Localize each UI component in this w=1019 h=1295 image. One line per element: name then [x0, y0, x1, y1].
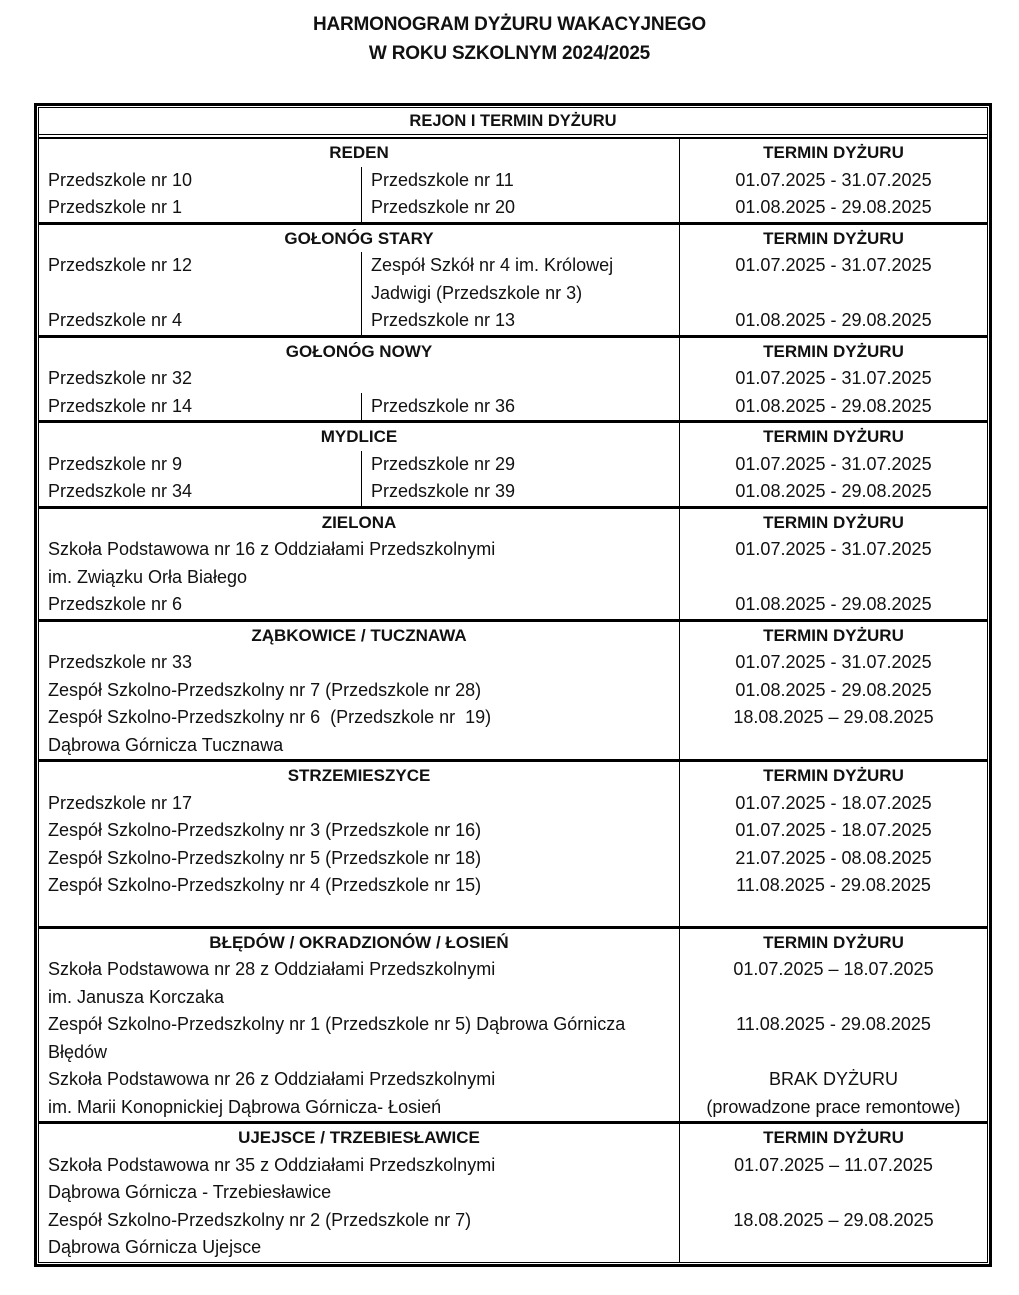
section-title: ZĄBKOWICE / TUCZNAWA: [251, 625, 467, 645]
section-ujejsce-trzebieslawice: [39, 1121, 987, 1262]
title-line-2: W ROKU SZKOLNYM 2024/2025: [368, 43, 651, 64]
school-name: [361, 365, 679, 393]
school-name: Przedszkole nr 29: [361, 451, 679, 479]
school-name-cont: Błędów: [48, 1041, 108, 1062]
section-bledow-okradzionow-losien: [39, 926, 987, 1122]
table-row: [39, 1207, 987, 1262]
duty-dates: 01.07.2025 - 18.07.2025: [735, 820, 932, 840]
section-title: GOŁONÓG STARY: [284, 228, 434, 248]
document-title: [0, 10, 1019, 68]
duty-dates: 11.08.2025 - 29.08.2025: [736, 1014, 931, 1034]
section-title: REDEN: [329, 143, 389, 162]
table-row: [39, 872, 987, 926]
school-name: Przedszkole nr 39: [361, 478, 679, 506]
school-name-cont: Jadwigi (Przedszkole nr 3): [371, 282, 583, 303]
duty-dates: 21.07.2025 - 08.08.2025: [735, 847, 932, 868]
term-header: TERMIN DYŻURU: [763, 932, 904, 952]
section-strzemieszyce: [39, 759, 987, 926]
section-zabkowice-tucznawa: [39, 619, 987, 760]
term-header: TERMIN DYŻURU: [763, 1128, 904, 1147]
school-name: Przedszkole nr 12: [48, 255, 193, 275]
table-row: [39, 817, 987, 845]
table-row: [39, 307, 987, 335]
duty-dates: 01.08.2025 - 29.08.2025: [735, 594, 932, 614]
school-name: Przedszkole nr 34: [48, 481, 193, 501]
duty-dates: 18.08.2025 – 29.08.2025: [733, 1209, 934, 1230]
term-header: TERMIN DYŻURU: [763, 766, 904, 785]
duty-dates: 01.07.2025 - 31.07.2025: [735, 539, 932, 559]
section-reden: [39, 137, 987, 222]
duty-dates: 01.07.2025 - 31.07.2025: [735, 169, 932, 190]
school-name-cont: Dąbrowa Górnicza - Trzebiesławice: [48, 1182, 332, 1202]
duty-dates: 01.08.2025 - 29.08.2025: [735, 481, 932, 501]
school-name: Przedszkole nr 1: [48, 197, 183, 217]
school-name-cont: Dąbrowa Górnicza Tucznawa: [48, 734, 284, 755]
table-row: [39, 1011, 987, 1066]
no-duty-reason: (prowadzone prace remontowe): [706, 1096, 961, 1117]
term-header: TERMIN DYŻURU: [763, 341, 904, 361]
school-name: Przedszkole nr 6: [48, 594, 183, 614]
title-line-1: HARMONOGRAM DYŻURU WAKACYJNEGO: [312, 14, 706, 35]
duty-dates: 01.08.2025 - 29.08.2025: [735, 310, 932, 330]
no-duty-status: BRAK DYŻURU: [768, 1069, 898, 1089]
section-title: BŁĘDÓW / OKRADZIONÓW / ŁOSIEŃ: [209, 932, 509, 952]
school-name: Przedszkole nr 13: [361, 307, 679, 335]
school-name: Zespół Szkolno-Przedszkolny nr 5 (Przedszkole nr 18): [48, 847, 482, 868]
section-title: ZIELONA: [321, 512, 397, 532]
duty-dates: 01.07.2025 - 31.07.2025: [735, 368, 932, 388]
term-header: TERMIN DYŻURU: [763, 427, 904, 446]
school-name: Przedszkole nr 4: [48, 310, 183, 330]
school-name-cont: im. Marii Konopnickiej Dąbrowa Górnicza- Łosień: [48, 1096, 442, 1117]
duty-dates: 11.08.2025 - 29.08.2025: [736, 875, 931, 895]
section-title: UJEJSCE / TRZEBIESŁAWICE: [238, 1128, 480, 1147]
school-name: Szkoła Podstawowa nr 16 z Oddziałami Przedszkolnymi: [48, 539, 496, 559]
table-row: [39, 677, 987, 705]
term-header: TERMIN DYŻURU: [763, 143, 904, 162]
table-row: [39, 704, 987, 759]
school-name: Przedszkole nr 10: [48, 169, 193, 190]
duty-dates: 01.07.2025 - 31.07.2025: [735, 255, 932, 275]
term-header: TERMIN DYŻURU: [763, 228, 904, 248]
section-zielona: [39, 506, 987, 619]
school-name-cont: im. Janusza Korczaka: [48, 986, 225, 1007]
duty-dates: 01.08.2025 - 29.08.2025: [735, 679, 932, 700]
school-name: Zespół Szkół nr 4 im. Królowej: [371, 255, 614, 275]
section-title: STRZEMIESZYCE: [287, 766, 431, 785]
school-name: Przedszkole nr 20: [361, 194, 679, 222]
school-name: Szkoła Podstawowa nr 26 z Oddziałami Przedszkolnymi: [48, 1069, 496, 1089]
duty-dates: 01.07.2025 - 31.07.2025: [735, 453, 932, 474]
school-name: Zespół Szkolno-Przedszkolny nr 6 (Przedszkole nr 19): [48, 707, 492, 727]
table-row: [39, 845, 987, 873]
school-name: Zespół Szkolno-Przedszkolny nr 2 (Przedszkole nr 7): [48, 1209, 472, 1230]
section-title: MYDLICE: [320, 427, 398, 446]
school-name: Przedszkole nr 36: [361, 393, 679, 421]
table-row: [39, 649, 987, 677]
school-name: Zespół Szkolno-Przedszkolny nr 7 (Przedszkole nr 28): [48, 679, 482, 700]
duty-dates: 01.07.2025 – 18.07.2025: [733, 959, 934, 979]
duty-dates: 01.08.2025 - 29.08.2025: [735, 395, 932, 416]
table-row: [39, 1066, 987, 1121]
section-golonog-nowy: [39, 335, 987, 421]
term-header: TERMIN DYŻURU: [763, 625, 904, 645]
table-row: [39, 591, 987, 619]
section-golonog-stary: [39, 222, 987, 335]
school-name: Przedszkole nr 14: [48, 395, 193, 416]
table-row: [39, 478, 987, 506]
table-header: REJON I TERMIN DYŻURU: [39, 108, 987, 135]
section-title: GOŁONÓG NOWY: [285, 341, 433, 361]
table-row: [39, 252, 987, 307]
table-row: [39, 393, 987, 421]
school-name: Zespół Szkolno-Przedszkolny nr 1 (Przedszkole nr 5) Dąbrowa Górnicza: [48, 1014, 626, 1034]
duty-dates: 01.07.2025 - 18.07.2025: [735, 792, 932, 813]
table-row: [39, 536, 987, 591]
duty-dates: 18.08.2025 – 29.08.2025: [733, 707, 934, 727]
school-name: Przedszkole nr 33: [48, 652, 193, 672]
term-header: TERMIN DYŻURU: [763, 512, 904, 532]
table-row: [39, 956, 987, 1011]
duty-dates: 01.07.2025 – 11.07.2025: [734, 1154, 933, 1175]
school-name: Szkoła Podstawowa nr 35 z Oddziałami Przedszkolnymi: [48, 1154, 496, 1175]
school-name: Szkoła Podstawowa nr 28 z Oddziałami Przedszkolnymi: [48, 959, 496, 979]
schedule-table: [34, 103, 992, 1267]
school-name: Przedszkole nr 17: [48, 792, 193, 813]
table-row: [39, 790, 987, 818]
school-name: Przedszkole nr 32: [48, 368, 193, 388]
school-name-cont: im. Związku Orła Białego: [48, 566, 248, 587]
school-name: Przedszkole nr 9: [48, 453, 183, 474]
table-row: [39, 194, 987, 222]
duty-dates: 01.07.2025 - 31.07.2025: [735, 652, 932, 672]
duty-dates: 01.08.2025 - 29.08.2025: [735, 197, 932, 217]
table-row: [39, 1152, 987, 1207]
table-row: [39, 167, 987, 195]
school-name: Zespół Szkolno-Przedszkolny nr 4 (Przedszkole nr 15): [48, 875, 482, 895]
table-row: [39, 451, 987, 479]
school-name-cont: Dąbrowa Górnicza Ujejsce: [48, 1237, 262, 1257]
school-name: Przedszkole nr 11: [361, 167, 679, 195]
table-row: [39, 365, 987, 393]
section-mydlice: [39, 420, 987, 506]
school-name: Zespół Szkolno-Przedszkolny nr 3 (Przedszkole nr 16): [48, 820, 482, 840]
